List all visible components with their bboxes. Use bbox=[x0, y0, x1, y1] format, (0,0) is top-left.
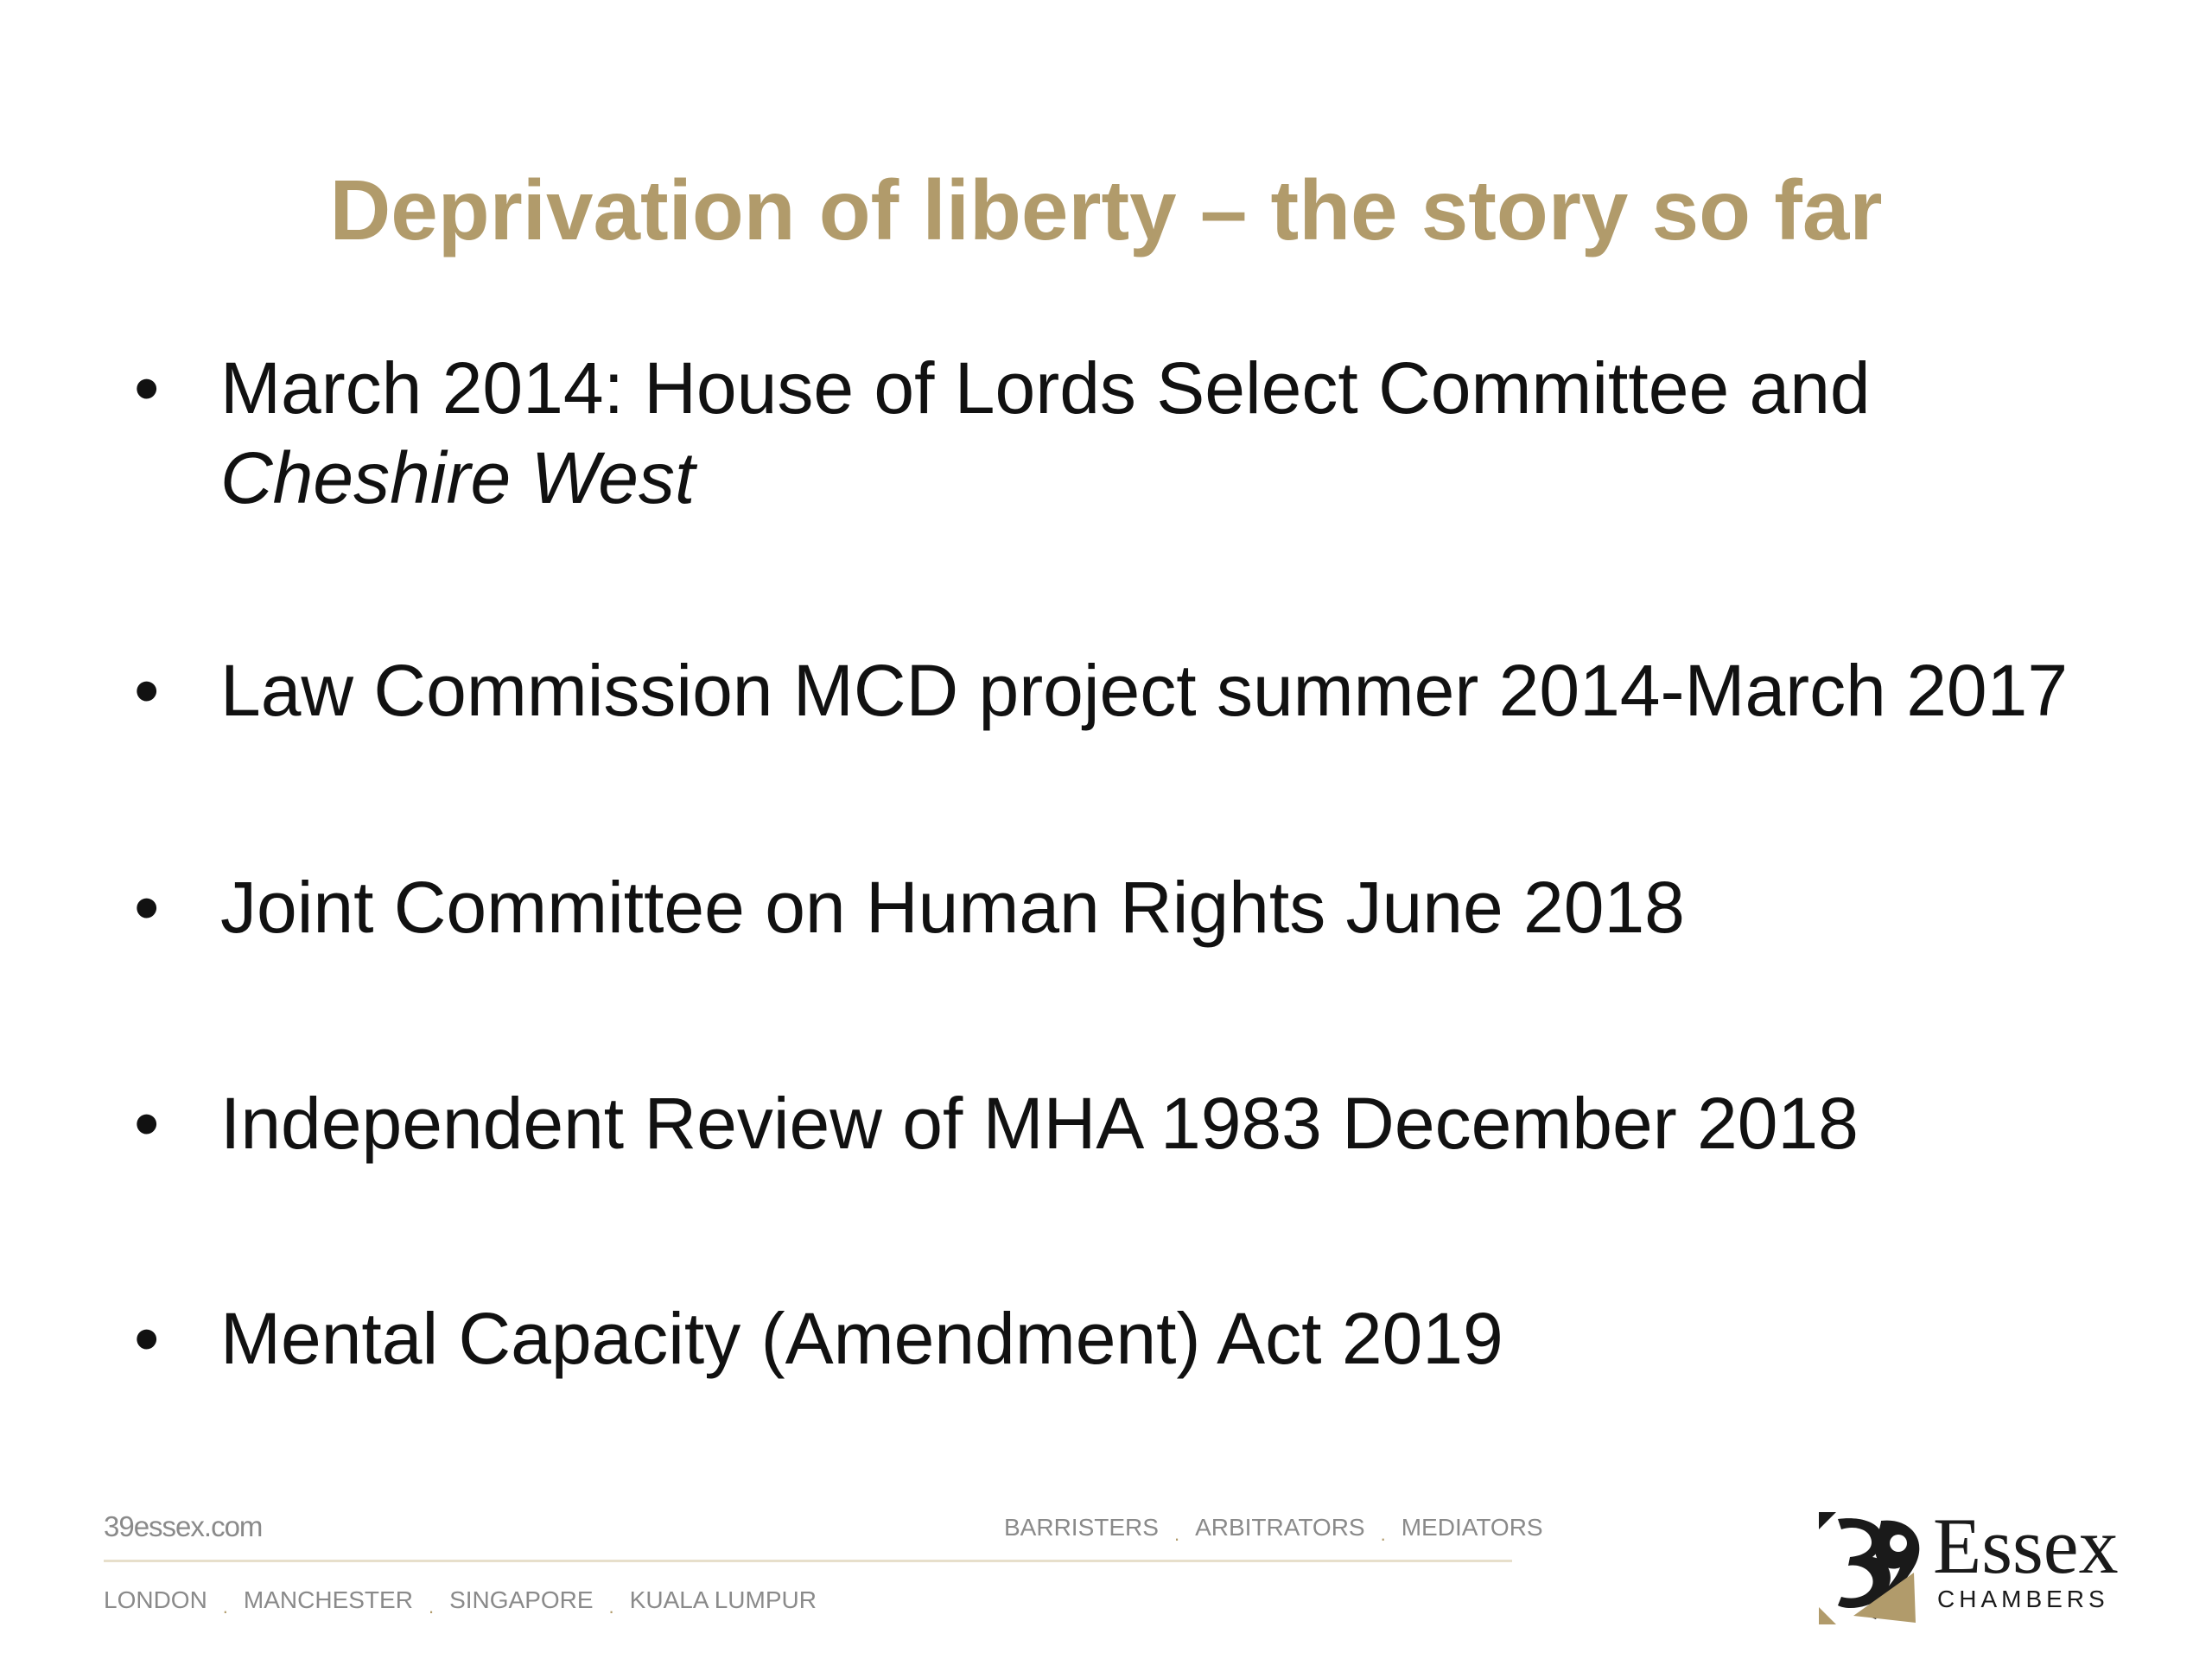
separator: . bbox=[1173, 1523, 1180, 1545]
bullet-marker: • bbox=[134, 867, 160, 948]
slide-title: Deprivation of liberty – the story so far bbox=[329, 162, 1883, 257]
bullet-marker: • bbox=[134, 650, 160, 731]
separator: . bbox=[428, 1596, 435, 1618]
bullet-text: Independent Review of MHA 1983 December 2018 bbox=[220, 1083, 1859, 1164]
footer-cities bbox=[104, 1586, 817, 1618]
bullet-marker: • bbox=[134, 347, 160, 429]
bullet-text: Law Commission MCD project summer 2014-March 2017 bbox=[220, 650, 2069, 731]
bullet-marker: • bbox=[134, 1298, 160, 1379]
separator: . bbox=[608, 1596, 614, 1618]
city-london: LONDON bbox=[104, 1586, 207, 1613]
separator: . bbox=[222, 1596, 228, 1618]
logo-subline: CHAMBERS bbox=[1937, 1586, 2109, 1612]
website-link[interactable]: 39essex.com bbox=[104, 1510, 263, 1542]
bullet-text: Joint Committee on Human Rights June 2018 bbox=[220, 867, 1685, 948]
bullet-italic-text: Cheshire West bbox=[220, 437, 696, 518]
city-kuala-lumpur: KUALA LUMPUR bbox=[629, 1586, 817, 1613]
role-arbitrators: ARBITRATORS bbox=[1195, 1514, 1365, 1541]
footer-roles bbox=[1004, 1514, 1543, 1545]
bullet-marker: • bbox=[134, 1083, 160, 1164]
logo-wordmark: Essex bbox=[1933, 1502, 2119, 1590]
logo-39-mark-icon bbox=[1819, 1512, 1931, 1624]
bullet-text bbox=[220, 343, 2121, 523]
bullet-text-line: March 2014: House of Lords Select Committee and bbox=[220, 347, 1871, 429]
role-barristers: BARRISTERS bbox=[1004, 1514, 1159, 1541]
city-singapore: SINGAPORE bbox=[449, 1586, 594, 1613]
essex-chambers-logo bbox=[1819, 1502, 2130, 1629]
city-manchester: MANCHESTER bbox=[243, 1586, 413, 1613]
separator: . bbox=[1380, 1523, 1386, 1545]
bullet-text: Mental Capacity (Amendment) Act 2019 bbox=[220, 1298, 1503, 1379]
footer-divider bbox=[104, 1560, 1512, 1562]
role-mediators: MEDIATORS bbox=[1401, 1514, 1543, 1541]
